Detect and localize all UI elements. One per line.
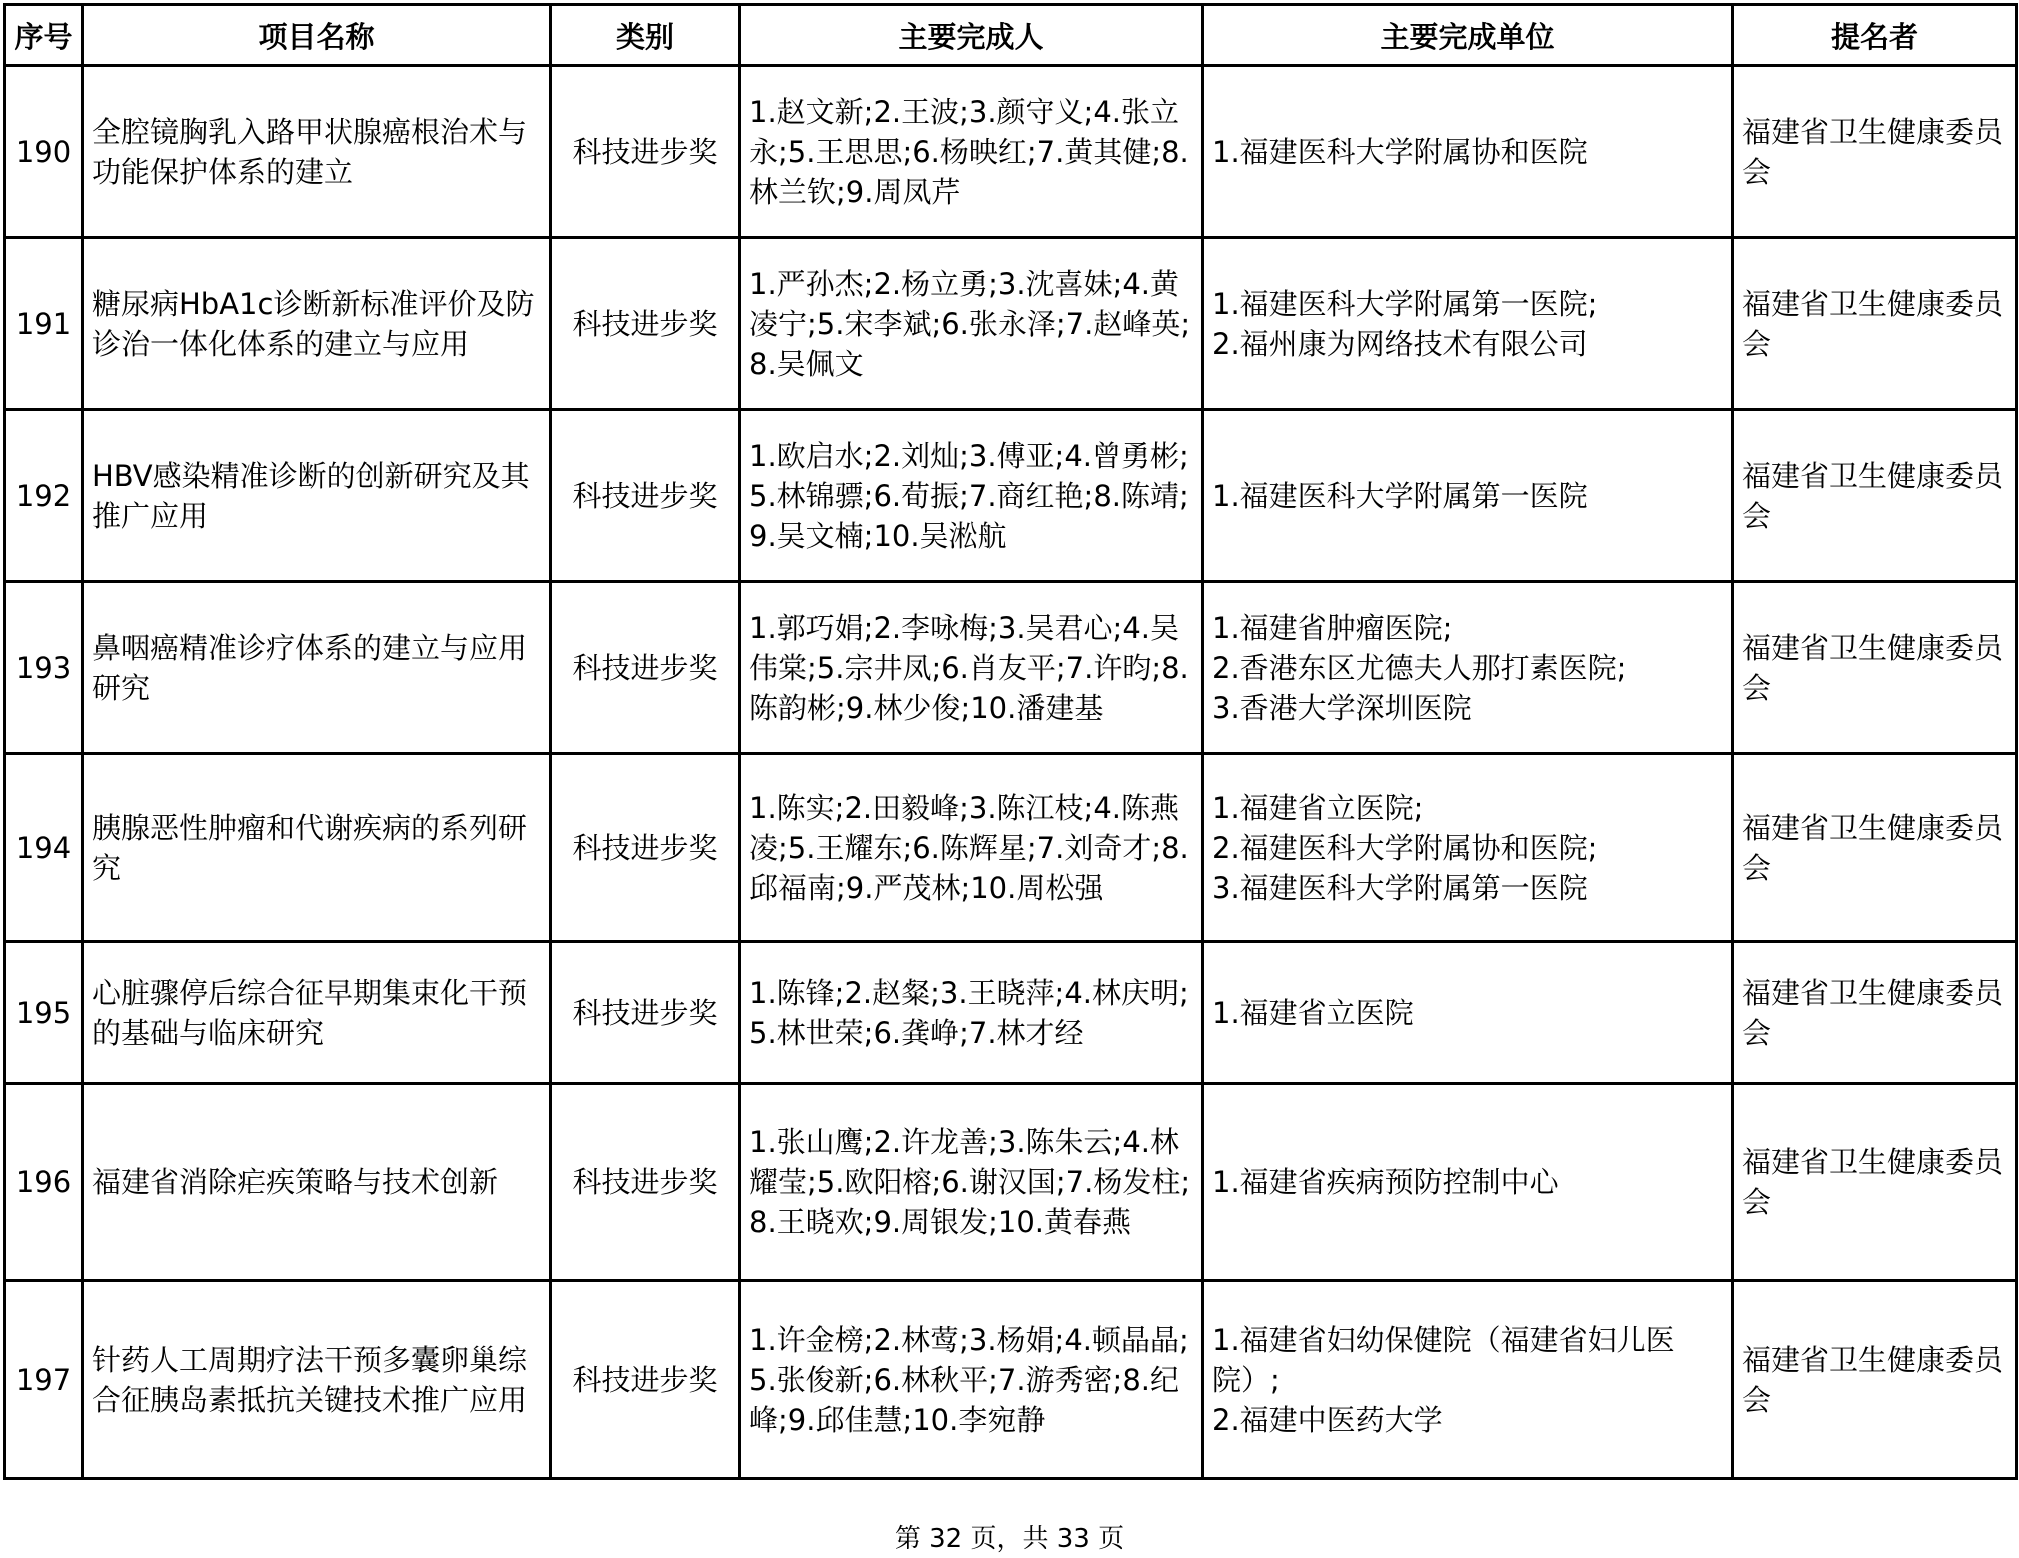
row-contributors: 1.张山鹰;2.许龙善;3.陈朱云;4.林耀莹;5.欧阳榕;6.谢汉国;7.杨发柱;8.王晓欢;9.周银发;10.黄春燕 xyxy=(740,1084,1203,1281)
row-units xyxy=(1203,942,1733,1084)
row-index: 192 xyxy=(5,410,83,582)
header-main-units: 主要完成单位 xyxy=(1203,5,1733,66)
row-project-name: HBV感染精准诊断的创新研究及其推广应用 xyxy=(83,410,551,582)
table-body xyxy=(5,66,2017,1479)
row-nominator: 福建省卫生健康委员会 xyxy=(1733,238,2017,410)
row-nominator: 福建省卫生健康委员会 xyxy=(1733,754,2017,942)
table-row xyxy=(5,238,2017,410)
unit-line: 1.福建省疾病预防控制中心 xyxy=(1212,1165,1559,1199)
row-nominator: 福建省卫生健康委员会 xyxy=(1733,1084,2017,1281)
row-contributors: 1.陈实;2.田毅峰;3.陈江枝;4.陈燕凌;5.王耀东;6.陈辉星;7.刘奇才;8.邱福南;9.严茂林;10.周松强 xyxy=(740,754,1203,942)
page-number: 第 32 页，共 33 页 xyxy=(894,1524,1125,1554)
row-category: 科技进步奖 xyxy=(551,754,740,942)
row-index: 196 xyxy=(5,1084,83,1281)
row-project-name: 全腔镜胸乳入路甲状腺癌根治术与功能保护体系的建立 xyxy=(83,66,551,238)
row-units xyxy=(1203,410,1733,582)
row-units xyxy=(1203,1084,1733,1281)
row-nominator: 福建省卫生健康委员会 xyxy=(1733,942,2017,1084)
table-row xyxy=(5,582,2017,754)
row-nominator: 福建省卫生健康委员会 xyxy=(1733,410,2017,582)
row-units xyxy=(1203,66,1733,238)
row-project-name: 鼻咽癌精准诊疗体系的建立与应用研究 xyxy=(83,582,551,754)
unit-line: 3.香港大学深圳医院 xyxy=(1212,690,1472,725)
row-units xyxy=(1203,238,1733,410)
unit-line: 1.福建医科大学附属协和医院 xyxy=(1212,134,1588,169)
row-category: 科技进步奖 xyxy=(551,1281,740,1479)
award-table xyxy=(3,3,2018,1480)
table-row xyxy=(5,1281,2017,1479)
row-project-name: 糖尿病HbA1c诊断新标准评价及防诊治一体化体系的建立与应用 xyxy=(83,238,551,410)
header-main-contributors: 主要完成人 xyxy=(740,5,1203,66)
header-category: 类别 xyxy=(551,5,740,66)
row-nominator: 福建省卫生健康委员会 xyxy=(1733,582,2017,754)
header-nominator: 提名者 xyxy=(1733,5,2017,66)
row-nominator: 福建省卫生健康委员会 xyxy=(1733,66,2017,238)
row-index: 190 xyxy=(5,66,83,238)
row-project-name: 胰腺恶性肿瘤和代谢疾病的系列研究 xyxy=(83,754,551,942)
row-project-name: 针药人工周期疗法干预多囊卵巢综合征胰岛素抵抗关键技术推广应用 xyxy=(83,1281,551,1479)
row-index: 194 xyxy=(5,754,83,942)
row-index: 195 xyxy=(5,942,83,1084)
unit-line: 1.福建省肿瘤医院; xyxy=(1212,610,1453,645)
row-index: 193 xyxy=(5,582,83,754)
table-row xyxy=(5,410,2017,582)
row-category: 科技进步奖 xyxy=(551,66,740,238)
unit-line: 2.福建医科大学附属协和医院; xyxy=(1212,830,1598,865)
table-header-row xyxy=(5,5,2017,66)
unit-line: 2.香港东区尤德夫人那打素医院; xyxy=(1212,650,1627,685)
table-row xyxy=(5,1084,2017,1281)
row-contributors: 1.郭巧娟;2.李咏梅;3.吴君心;4.吴伟棠;5.宗井凤;6.肖友平;7.许昀;8.陈韵彬;9.林少俊;10.潘建基 xyxy=(740,582,1203,754)
row-index: 197 xyxy=(5,1281,83,1479)
row-project-name: 心脏骤停后综合征早期集束化干预的基础与临床研究 xyxy=(83,942,551,1084)
row-project-name: 福建省消除疟疾策略与技术创新 xyxy=(83,1084,551,1281)
row-category: 科技进步奖 xyxy=(551,942,740,1084)
header-project-name: 项目名称 xyxy=(83,5,551,66)
unit-line: 3.福建医科大学附属第一医院 xyxy=(1212,870,1588,905)
unit-line: 1.福建医科大学附属第一医院 xyxy=(1212,478,1588,513)
table-row xyxy=(5,754,2017,942)
unit-line: 2.福州康为网络技术有限公司 xyxy=(1212,326,1588,361)
row-units xyxy=(1203,754,1733,942)
row-units xyxy=(1203,1281,1733,1479)
unit-line: 1.福建省妇幼保健院（福建省妇儿医院）; xyxy=(1212,1322,1675,1397)
unit-line: 2.福建中医药大学 xyxy=(1212,1402,1443,1437)
row-category: 科技进步奖 xyxy=(551,1084,740,1281)
row-units xyxy=(1203,582,1733,754)
row-contributors: 1.欧启水;2.刘灿;3.傅亚;4.曾勇彬;5.林锦骠;6.荀振;7.商红艳;8.陈靖;9.吴文楠;10.吴淞航 xyxy=(740,410,1203,582)
unit-line: 1.福建省立医院 xyxy=(1212,995,1414,1030)
row-category: 科技进步奖 xyxy=(551,410,740,582)
row-contributors: 1.陈锋;2.赵粲;3.王晓萍;4.林庆明;5.林世荣;6.龚峥;7.林才经 xyxy=(740,942,1203,1084)
row-contributors: 1.严孙杰;2.杨立勇;3.沈喜妹;4.黄凌宁;5.宋李斌;6.张永泽;7.赵峰英;8.吴佩文 xyxy=(740,238,1203,410)
table-row xyxy=(5,942,2017,1084)
row-index: 191 xyxy=(5,238,83,410)
row-category: 科技进步奖 xyxy=(551,582,740,754)
header-index: 序号 xyxy=(5,5,83,66)
row-contributors: 1.赵文新;2.王波;3.颜守义;4.张立永;5.王思思;6.杨映红;7.黄其健;8.林兰钦;9.周凤芹 xyxy=(740,66,1203,238)
unit-line: 1.福建医科大学附属第一医院; xyxy=(1212,286,1598,321)
row-contributors: 1.许金榜;2.林莺;3.杨娟;4.顿晶晶;5.张俊新;6.林秋平;7.游秀密;8.纪峰;9.邱佳慧;10.李宛静 xyxy=(740,1281,1203,1479)
table-row xyxy=(5,66,2017,238)
row-nominator: 福建省卫生健康委员会 xyxy=(1733,1281,2017,1479)
row-category: 科技进步奖 xyxy=(551,238,740,410)
unit-line: 1.福建省立医院; xyxy=(1212,790,1424,825)
